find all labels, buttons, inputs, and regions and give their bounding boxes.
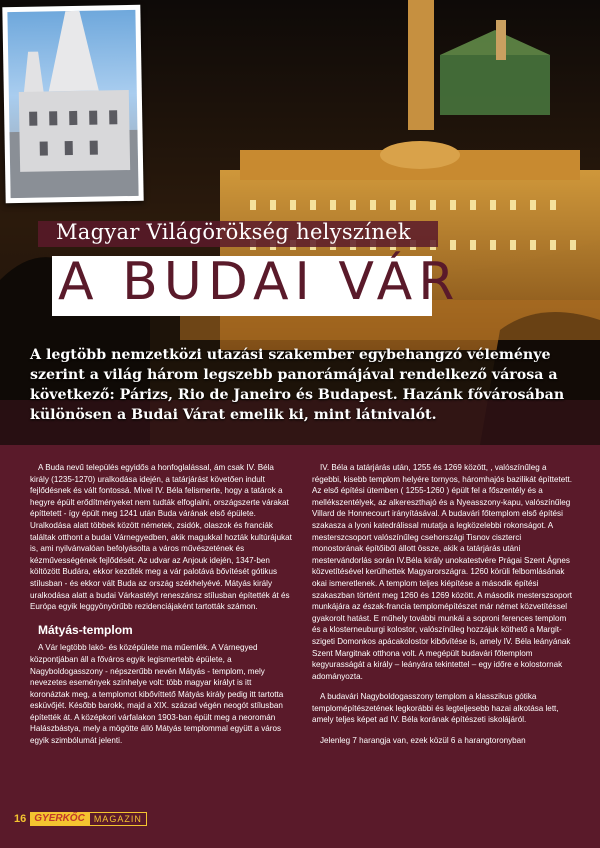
paragraph-bela: IV. Béla a tatárjárás után, 1255 és 1269 között, , valószínűleg a régebbi, kisebb templom helyére tornyos, háromhajós bazilikát építtetett. Az első építési ütemben ( 1255-1260 ) épült fel a főszentély és a mellékszentélyek, az alkereszthajó és a Nyeasszony-kapu, valószínűleg Villard de Honnecourt irányításával. A budavári főtemplom első építési szakasza a lyoni katedrálissal mutatja a legközelebbi rokonságot. A mesterszcsoport valószínűleg csehországi Tisnov ciszterci monostorának építőiből állott össze, akik a tatárjárás utáni mestervándorlás során IV.Béla király unokatestvére Prágai Szent Ágnes közvetítésével kerülhettek Magyarországra. 1260 körüli felbomlásának okai ismeretlenek. A templom teljes kiépítése a második építési szakaszban történt meg 1260 és 1269 között. A második mesterszsoport munkájára az észak-francia templomépítészet már német közvetítéssel gyakorolt hatást. E műhely további munkái a soproni ferences templom és a klosterneuburgi kolostor, valószínűleg hozzájuk köthető a Margit-szigeti Domonkos apácakolostor kibővítése is, amely IV. Béla leányának Szent Margitnak otthona volt. A megépült budavári főtemplom kegyurasságát a király – leányára tekintettel – egy időre e kolostornak adományozta.: [312, 463, 573, 681]
bastion-illustration: [7, 10, 138, 198]
article-title: A BUDAI VÁR: [58, 252, 461, 312]
paragraph-gothic: A budavári Nagyboldogasszony templom a klasszikus gótika templomépítészetének legkorábbi és legteljesebb hazai alkotása lett, amely teljes képet ad IV. Béla korának építészeti iskolájáról.: [312, 692, 559, 725]
fishermans-bastion-photo: [2, 5, 143, 203]
article-subtitle: Magyar Világörökség helyszínek: [56, 220, 411, 244]
page-footer: [14, 812, 147, 826]
brand-logo: GYERKŐC: [30, 812, 89, 826]
right-column: [312, 462, 574, 747]
paragraph-history: A Buda nevű település egyidős a honfoglalással, ám csak IV. Béla király (1235-1270) uralkodása idején, a tatárjárást követően indult fejlődésnek és vált fontossá. Mivel IV. Béla felismerte, hogy a tatárok a hegyre épült erődítményeket nem tudták elfoglalni, országszerte várakat építtetett - így épült meg 1241 után Buda várának első épülete. Uralkodása alatt többek között németek, zsidók, olaszok és franciák találtak otthont a budai Várnegyedben, akik magukkal hozták kultúrájukat is, ami nyilvánvalóan befolyásolta a város művészetének és kézművességének fejlődését. Az udvar az Anjouk idején, 1347-ben költözött Budára, ekkor kezdték meg a vár palotává bővítését gótikus stílusban - és ekkor vált Buda az ország székhelyévé. Mátyás király uralkodása alatt a budai Várkastélyt reneszánsz stílusban építették át és Európa egyik leggyönyörűbb rezidenciájaként tartották számon.: [30, 463, 292, 612]
page-number: 16: [14, 813, 27, 825]
section-heading-matyas: Mátyás-templom: [38, 622, 133, 637]
magazine-label: MAGAZIN: [89, 812, 147, 826]
lead-paragraph: [30, 345, 574, 425]
left-column: [30, 462, 292, 747]
lead-text: A legtöbb nemzetközi utazási szakember egybehangzó véleménye szerint a világ három legszebb panorámájával rendelkező városa a következő: Párizs, Rio de Janeiro és Budapest. Hazánk fővárosában különösen a Budai Várat emelik ki, mint látnivalót.: [30, 347, 565, 423]
paragraph-bells: Jelenleg 7 harangja van, ezek közül 6 a harangtoronyban: [320, 736, 526, 746]
paragraph-matyas: A Vár legtöbb lakó- és középülete ma műemlék. A Várnegyed központjában áll a főváros egyik legismertebb épülete, a Nagyboldogasszony - népszerűbb nevén Mátyás - templom, mely nevezetes események színhelye volt: több magyar királyt is itt koronáztak meg, a templomot kibővíttető Mátyás király pedig itt tartotta esküvőjét. Később barokk, majd a XIX. század végén neogót stílusban építették át. A középkori várfalakon 1903-ban épült meg a neoromán Halászbástya, mely a mögötte álló Mátyás templommal együtt a város egyik szimbólumát jelenti.: [30, 643, 284, 746]
